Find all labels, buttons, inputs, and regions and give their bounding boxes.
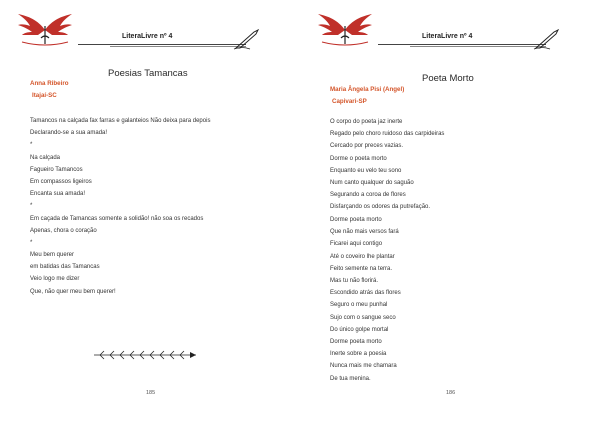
header-title: LiteraLivre nº 4: [422, 33, 473, 40]
verse-line: Mas tu não florirá.: [330, 277, 379, 284]
verse-line: Declarando-se a sua amada!: [30, 130, 108, 137]
author-city: Itajaí-SC: [32, 92, 57, 99]
verse-line: Em compassos ligeiros: [30, 178, 92, 185]
verse-line: Disfarçando os odores da putrefação.: [330, 204, 431, 211]
verse-line: *: [30, 239, 33, 246]
verse-line: Regado pelo choro ruidoso das carpideiras: [330, 131, 445, 138]
verse-line: Inerte sobre a poesia: [330, 351, 387, 358]
poem-title: Poesias Tamancas: [108, 68, 188, 79]
page-header: [0, 4, 300, 52]
verse-line: Até o coveiro lhe plantar: [330, 253, 395, 260]
verse-line: Fagueiro Tamancos: [30, 166, 83, 173]
verse-line: Tamancos na calçada fax farras e galanteios Não deixa para depois: [30, 118, 211, 124]
verse-line: Em caçada de Tamancas somente a solidão! não soa os recados: [30, 215, 204, 222]
verse-line: Enquanto eu velo teu sono: [330, 167, 402, 174]
verse-line: Escondido atrás das flores: [330, 290, 401, 297]
arrow-divider-icon: [92, 349, 200, 361]
verse-line: Dorme poeta morto: [330, 339, 382, 345]
author-city: Capivari-SP: [332, 98, 367, 105]
quill-pen-icon: [532, 28, 562, 50]
page-number: 186: [446, 390, 456, 396]
verse-line: Segurando a coroa de flores: [330, 192, 406, 199]
verse-line: Meu bem querer: [30, 252, 75, 259]
verse-line: De tua menina.: [330, 375, 371, 382]
poem-verses: [30, 115, 210, 298]
author-name: Maria Ângela Pisi (Angel): [330, 86, 405, 93]
page-header: [300, 4, 600, 52]
verse-line: Que não mais versos fará: [330, 229, 399, 236]
quill-pen-icon: [232, 28, 262, 50]
verse-line: *: [30, 142, 33, 149]
header-rule: [78, 44, 246, 45]
winged-logo-icon: [316, 8, 374, 48]
verse-line: Sujo com o sangue seco: [330, 314, 396, 321]
verse-line: Seguro o meu punhal: [330, 302, 388, 309]
poem-stanza-2: [330, 214, 401, 336]
verse-line: Apenas, chora o coração: [30, 227, 97, 234]
right-page: [300, 0, 600, 424]
poem-stanza-3: [330, 336, 397, 385]
poem-stanza-1: [330, 116, 444, 214]
verse-line: em batidas das Tamancas: [30, 264, 100, 271]
verse-line: O corpo do poeta jaz inerte: [330, 119, 403, 125]
header-rule-thin: [410, 46, 546, 47]
verse-line: Feito semente na terra.: [330, 265, 393, 272]
verse-line: Ficarei aqui contigo: [330, 241, 383, 248]
page-number: 185: [146, 390, 156, 396]
header-rule-thin: [110, 46, 246, 47]
header-rule: [378, 44, 546, 45]
verse-line: Do único golpe mortal: [330, 326, 389, 333]
verse-line: Veio logo me dizer: [30, 276, 80, 283]
verse-line: Num canto qualquer do saguão: [330, 179, 414, 186]
verse-line: Na calçada: [30, 154, 61, 161]
verse-line: Que, não quer meu bem querer!: [30, 288, 116, 295]
verse-line: Dorme o poeta morto: [330, 155, 387, 162]
verse-line: *: [30, 203, 33, 210]
poem-title: Poeta Morto: [422, 73, 474, 84]
verse-line: Dorme poeta morto: [330, 217, 382, 223]
verse-line: Cercado por preces vazias.: [330, 143, 404, 150]
verse-line: Encanta sua amada!: [30, 191, 86, 198]
author-name: Anna Ribeiro: [30, 80, 69, 87]
verse-line: Nunca mais me chamara: [330, 363, 397, 370]
winged-logo-icon: [16, 8, 74, 48]
header-title: LiteraLivre nº 4: [122, 33, 173, 40]
